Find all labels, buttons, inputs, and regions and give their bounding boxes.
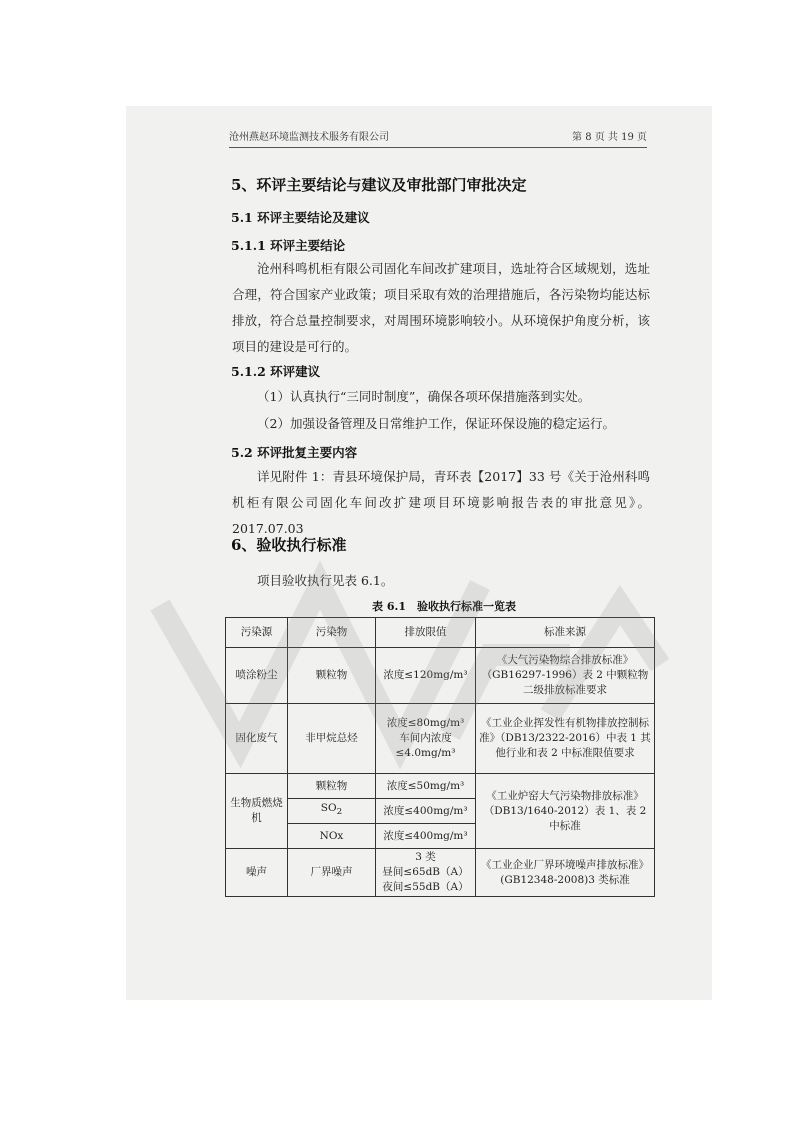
table-caption: 表 6.1 验收执行标准一览表 bbox=[372, 600, 516, 613]
cell-standard: 《工业企业厂界环境噪声排放标准》(GB12348-2008)3 类标准 bbox=[476, 849, 655, 897]
cell-limit: 浓度≤50mg/m³ bbox=[376, 774, 476, 799]
cell-limit bbox=[376, 704, 476, 774]
cell-limit bbox=[376, 849, 476, 897]
table-row bbox=[226, 648, 655, 704]
limit-line: 3 类 bbox=[415, 851, 436, 863]
col-header-source: 污染源 bbox=[226, 618, 288, 648]
section-5-1-heading: 5.1 环评主要结论及建议 bbox=[231, 210, 370, 225]
cell-limit: 浓度≤400mg/m³ bbox=[376, 824, 476, 849]
table-row bbox=[226, 849, 655, 897]
section-5-1-2-heading: 5.1.2 环评建议 bbox=[231, 364, 321, 379]
cell-pollutant: 厂界噪声 bbox=[288, 849, 376, 897]
cell-source: 固化废气 bbox=[226, 704, 288, 774]
header-company: 沧州燕赵环境监测技术服务有限公司 bbox=[229, 132, 389, 143]
cell-standard: 《工业炉窑大气污染物排放标准》（DB13/1640-2012）表 1、表 2 中标准 bbox=[476, 774, 655, 849]
so2-subscript: 2 bbox=[336, 807, 343, 818]
cell-pollutant: 非甲烷总烃 bbox=[288, 704, 376, 774]
table-row bbox=[226, 774, 655, 799]
limit-line: 浓度≤80mg/m³ bbox=[386, 717, 465, 729]
cell-pollutant: 颗粒物 bbox=[288, 648, 376, 704]
table-header-row bbox=[226, 618, 655, 648]
limit-line: 昼间≤65dB（A） bbox=[382, 866, 469, 878]
col-header-standard: 标准来源 bbox=[476, 618, 655, 648]
cell-pollutant bbox=[288, 799, 376, 824]
cell-limit: 浓度≤400mg/m³ bbox=[376, 799, 476, 824]
cell-standard: 《大气污染物综合排放标准》（GB16297-1996）表 2 中颗粒物二级排放标准要求 bbox=[476, 648, 655, 704]
approval-paragraph: 详见附件 1：青县环境保护局，青环表【2017】33 号《关于沧州科鸣机柜有限公司固化车间改扩建项目环境影响报告表的审批意见》。2017.07.03 bbox=[232, 469, 650, 536]
cell-source: 噪声 bbox=[226, 849, 288, 897]
cell-limit: 浓度≤120mg/m³ bbox=[376, 648, 476, 704]
recommendation-2: （2）加强设备管理及日常维护工作，保证环保设施的稳定运行。 bbox=[257, 416, 615, 431]
section-6-intro: 项目验收执行见表 6.1。 bbox=[257, 573, 394, 588]
header-page-number: 第 8 页 共 19 页 bbox=[572, 132, 647, 143]
cell-standard: 《工业企业挥发性有机物排放控制标准》（DB13/2322-2016）中表 1 其他行业和表 2 中标准限值要求 bbox=[476, 704, 655, 774]
limit-line: 车间内浓度≤4.0mg/m³ bbox=[395, 732, 456, 759]
limit-line: 夜间≤55dB（A） bbox=[382, 881, 469, 893]
cell-source: 喷涂粉尘 bbox=[226, 648, 288, 704]
standards-table bbox=[225, 617, 655, 897]
section-6-title: 6、验收执行标准 bbox=[231, 536, 347, 554]
section-5-1-1-heading: 5.1.1 环评主要结论 bbox=[231, 238, 346, 253]
recommendation-1: （1）认真执行“三同时制度”，确保各项环保措施落到实处。 bbox=[257, 389, 591, 404]
section-5-2-heading: 5.2 环评批复主要内容 bbox=[231, 445, 358, 460]
conclusion-paragraph: 沧州科鸣机柜有限公司固化车间改扩建项目，选址符合区域规划，选址合理，符合国家产业政策；项目采取有效的治理措施后，各污染物均能达标排放，符合总量控制要求，对周围环境影响较小。从环境保护角度分析，该项目的建设是可行的。 bbox=[232, 261, 650, 354]
cell-pollutant: NOx bbox=[288, 824, 376, 849]
table-row bbox=[226, 704, 655, 774]
cell-pollutant: 颗粒物 bbox=[288, 774, 376, 799]
page-header bbox=[229, 128, 647, 148]
cell-source: 生物质燃烧机 bbox=[226, 774, 288, 849]
so2-base: SO bbox=[320, 802, 337, 815]
section-5-title: 5、环评主要结论与建议及审批部门审批决定 bbox=[231, 176, 527, 194]
col-header-pollutant: 污染物 bbox=[288, 618, 376, 648]
col-header-limit: 排放限值 bbox=[376, 618, 476, 648]
